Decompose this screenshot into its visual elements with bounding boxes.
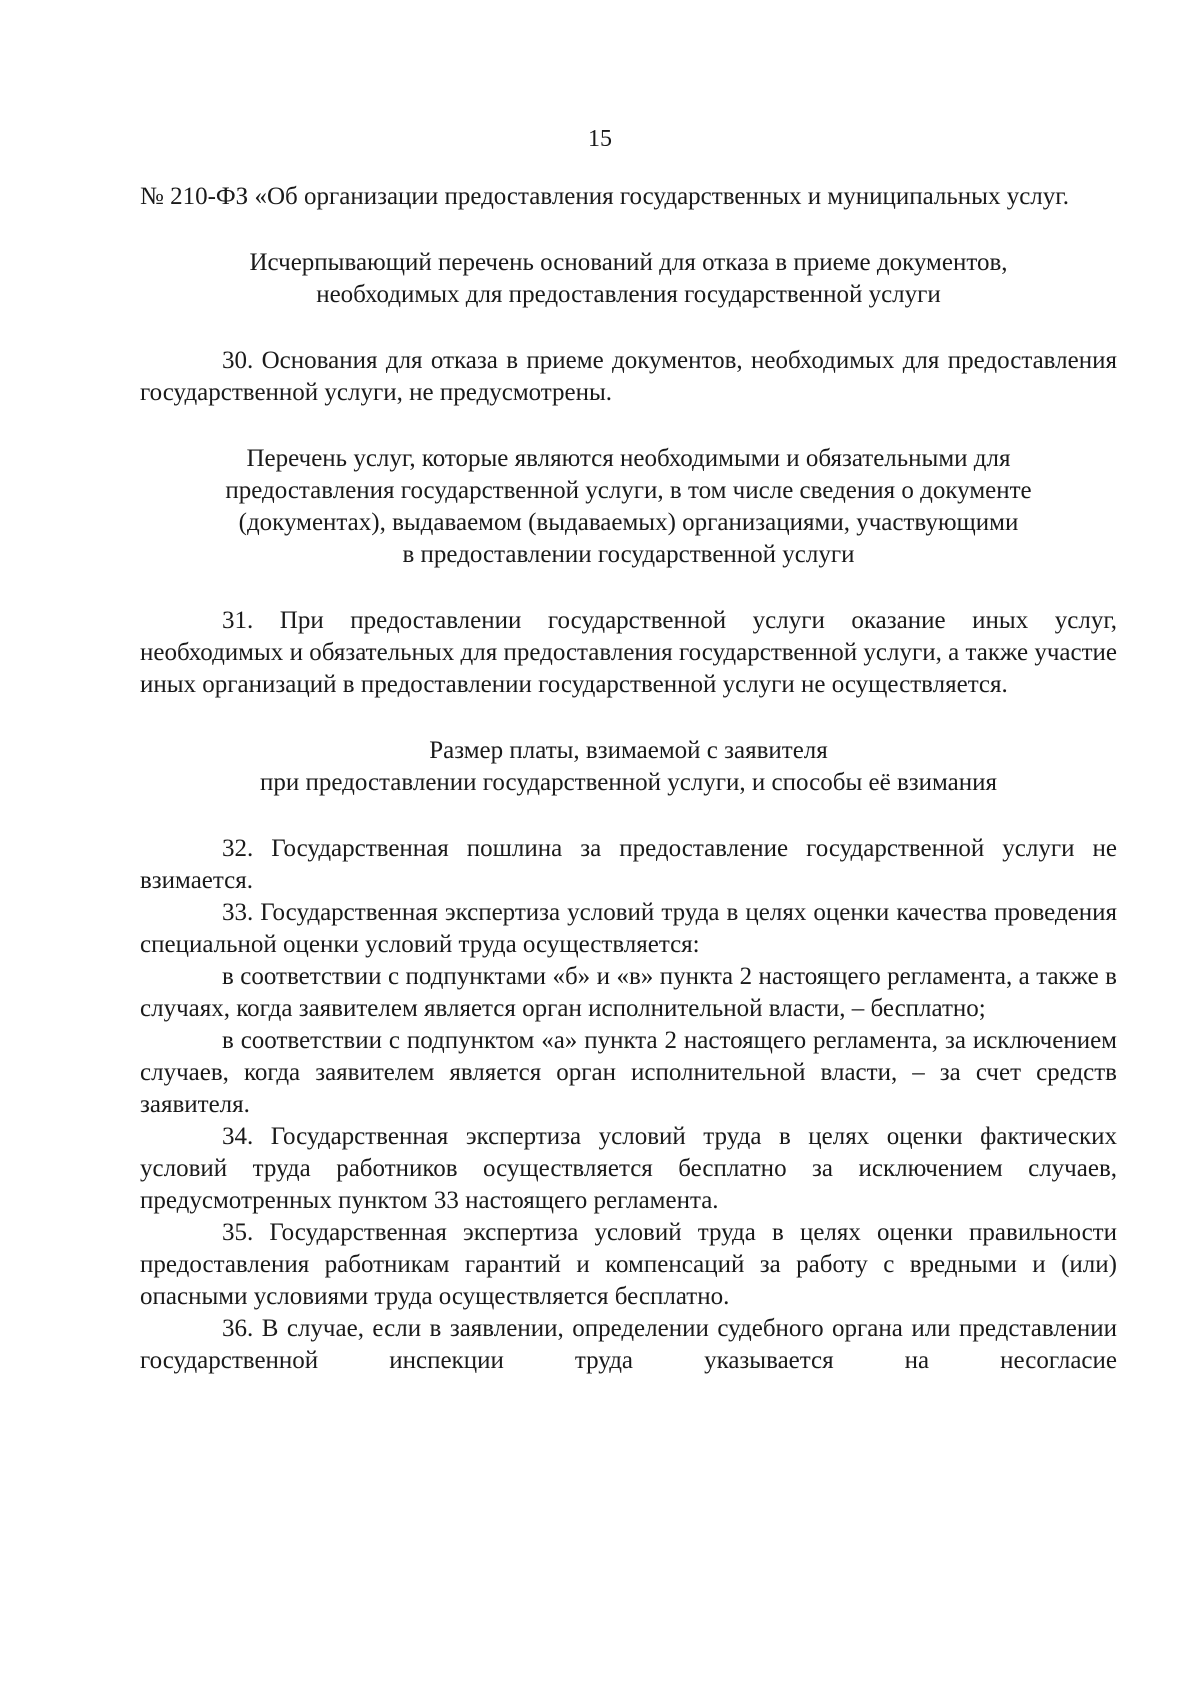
heading-line: необходимых для предоставления государственной услуги (316, 281, 941, 308)
spacer (140, 311, 1117, 345)
heading-line: Исчерпывающий перечень оснований для отказа в приеме документов, (249, 249, 1008, 276)
page-number: 15 (588, 126, 612, 152)
paragraph-33-item-a: в соответствии с подпунктами «б» и «в» пункта 2 настоящего регламента, а также в случаях, когда заявителем является орган исполнительной власти, – бесплатно; (140, 963, 1117, 1022)
heading-fee (140, 735, 1117, 799)
intro-continuation: № 210-ФЗ «Об организации предоставления государственных и муниципальных услуг. (140, 183, 1069, 210)
paragraph-31: 31. При предоставлении государственной услуги оказание иных услуг, необходимых и обязательных для предоставления государственной услуги, а также участие иных организаций в предоставлении государственной услуги не осуществляется. (140, 607, 1117, 698)
spacer (140, 213, 1117, 247)
spacer (140, 571, 1117, 605)
paragraph-33: 33. Государственная экспертиза условий труда в целях оценки качества проведения специальной оценки условий труда осуществляется: (140, 899, 1117, 958)
spacer (140, 409, 1117, 443)
paragraph-36: 36. В случае, если в заявлении, определении судебного органа или представлении государственной инспекции труда указывается на несогласие (140, 1315, 1117, 1374)
heading-line: Размер платы, взимаемой с заявителя (429, 737, 828, 764)
heading-line: в предоставлении государственной услуги (402, 541, 855, 568)
heading-line: предоставления государственной услуги, в том числе сведения о документе (225, 477, 1032, 504)
paragraph-34: 34. Государственная экспертиза условий труда в целях оценки фактических условий труда работников осуществляется бесплатно за исключением случаев, предусмотренных пунктом 33 настоящего регламента. (140, 1123, 1117, 1214)
heading-required-services (140, 443, 1117, 571)
heading-line: Перечень услуг, которые являются необходимыми и обязательными для (246, 445, 1011, 472)
heading-refusal-grounds (140, 247, 1117, 311)
heading-line: (документах), выдаваемом (выдаваемых) организациями, участвующими (238, 509, 1019, 536)
document-body (140, 181, 1117, 1377)
heading-line: при предоставлении государственной услуги, и способы её взимания (259, 769, 998, 796)
paragraph-32: 32. Государственная пошлина за предоставление государственной услуги не взимается. (140, 835, 1117, 894)
spacer (140, 701, 1117, 735)
paragraph-30: 30. Основания для отказа в приеме документов, необходимых для предоставления государственной услуги, не предусмотрены. (140, 347, 1117, 406)
spacer (140, 799, 1117, 833)
paragraph-33-item-b: в соответствии с подпунктом «а» пункта 2 настоящего регламента, за исключением случаев, когда заявителем является орган исполнительной власти, – за счет средств заявителя. (140, 1027, 1117, 1118)
paragraph-35: 35. Государственная экспертиза условий труда в целях оценки правильности предоставления работникам гарантий и компенсаций за работу с вредными и (или) опасными условиями труда осуществляется бесплатно. (140, 1219, 1117, 1310)
